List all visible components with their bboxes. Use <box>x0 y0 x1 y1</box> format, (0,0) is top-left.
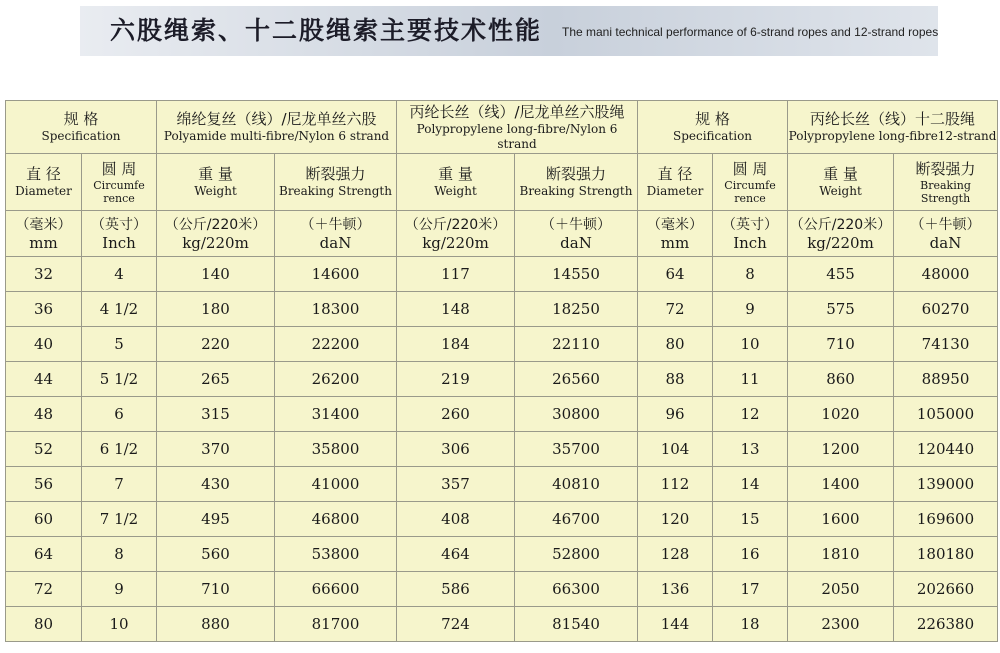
table-cell: 48000 <box>894 257 998 292</box>
col-diameter-cn: 直 径 <box>26 165 61 183</box>
unit-weight-2-cn: （公斤/220米） <box>404 216 507 233</box>
unit-inch-cn: （英寸） <box>91 216 147 233</box>
table-cell: 7 <box>82 467 157 502</box>
table-cell: 180180 <box>894 537 998 572</box>
table-cell: 44 <box>6 362 82 397</box>
table-cell: 17 <box>713 572 788 607</box>
table-cell: 11 <box>713 362 788 397</box>
table-cell: 88 <box>638 362 713 397</box>
unit-mm-2-cn: （毫米） <box>647 216 704 233</box>
table-cell: 9 <box>82 572 157 607</box>
table-cell: 64 <box>6 537 82 572</box>
table-cell: 46800 <box>275 502 397 537</box>
table-cell: 136 <box>638 572 713 607</box>
table-cell: 408 <box>397 502 515 537</box>
spec2-header <box>638 101 788 154</box>
table-cell: 226380 <box>894 607 998 642</box>
pp12-header <box>788 101 998 154</box>
table-cell: 430 <box>157 467 275 502</box>
table-cell: 60 <box>6 502 82 537</box>
col-weight-1 <box>157 154 275 211</box>
table-cell: 81700 <box>275 607 397 642</box>
table-cell: 139000 <box>894 467 998 502</box>
unit-mm-en: mm <box>29 233 58 252</box>
table-row <box>6 537 998 572</box>
unit-force-2 <box>515 211 638 257</box>
unit-weight-1-cn: （公斤/220米） <box>164 216 267 233</box>
unit-weight-3-en: kg/220m <box>807 233 874 252</box>
table-cell: 1020 <box>788 397 894 432</box>
table-cell: 1600 <box>788 502 894 537</box>
table-cell: 148 <box>397 292 515 327</box>
spec2-header-cn: 规 格 <box>695 110 730 128</box>
table-cell: 184 <box>397 327 515 362</box>
table-cell: 10 <box>82 607 157 642</box>
unit-weight-2-en: kg/220m <box>422 233 489 252</box>
unit-inch-2 <box>713 211 788 257</box>
table-cell: 14600 <box>275 257 397 292</box>
table-cell: 22200 <box>275 327 397 362</box>
col-diameter-en: Diameter <box>15 184 72 198</box>
table-cell: 46700 <box>515 502 638 537</box>
col-weight-3-en: Weight <box>819 184 862 198</box>
table-cell: 52 <box>6 432 82 467</box>
col-strength-3-en: Breaking Strength <box>920 178 971 205</box>
table-cell: 586 <box>397 572 515 607</box>
table-cell: 120 <box>638 502 713 537</box>
table-cell: 14 <box>713 467 788 502</box>
unit-mm-2-en: mm <box>660 233 690 252</box>
unit-inch-2-cn: （英寸） <box>722 216 779 233</box>
unit-mm <box>6 211 82 257</box>
col-circumference-2 <box>713 154 788 211</box>
table-cell: 53800 <box>275 537 397 572</box>
table-row <box>6 362 998 397</box>
table-cell: 5 <box>82 327 157 362</box>
col-weight-3-cn: 重 量 <box>823 165 858 183</box>
table-cell: 52800 <box>515 537 638 572</box>
col-weight-2-en: Weight <box>434 184 477 198</box>
table-cell: 260 <box>397 397 515 432</box>
unit-force-3-cn: （＋牛顿） <box>910 216 981 233</box>
table-cell: 26560 <box>515 362 638 397</box>
spec-header-cn: 规 格 <box>63 110 99 128</box>
col-weight-1-en: Weight <box>194 184 237 198</box>
table-cell: 40 <box>6 327 82 362</box>
table-row <box>6 327 998 362</box>
table-cell: 495 <box>157 502 275 537</box>
table-cell: 74130 <box>894 327 998 362</box>
table-cell: 219 <box>397 362 515 397</box>
table-cell: 128 <box>638 537 713 572</box>
table-cell: 16 <box>713 537 788 572</box>
table-cell: 1200 <box>788 432 894 467</box>
table-cell: 464 <box>397 537 515 572</box>
table-cell: 41000 <box>275 467 397 502</box>
table-cell: 265 <box>157 362 275 397</box>
table-cell: 860 <box>788 362 894 397</box>
unit-force-1 <box>275 211 397 257</box>
polyamide-header <box>157 101 397 154</box>
table-row <box>6 467 998 502</box>
col-circ-2-en: Circumfe rence <box>724 178 776 205</box>
col-weight-2-cn: 重 量 <box>438 165 473 183</box>
table-cell: 4 <box>82 257 157 292</box>
unit-weight-2 <box>397 211 515 257</box>
col-strength-2-cn: 断裂强力 <box>546 165 607 183</box>
table-cell: 14550 <box>515 257 638 292</box>
unit-weight-1 <box>157 211 275 257</box>
col-weight-3 <box>788 154 894 211</box>
header-row-groups <box>6 101 998 154</box>
table-cell: 81540 <box>515 607 638 642</box>
col-diameter-2-en: Diameter <box>646 184 704 198</box>
unit-inch <box>82 211 157 257</box>
table-cell: 10 <box>713 327 788 362</box>
table-cell: 357 <box>397 467 515 502</box>
pp6-header-en: Polypropylene long-fibre/Nylon 6 strand <box>416 121 618 151</box>
table-cell: 9 <box>713 292 788 327</box>
table-cell: 80 <box>638 327 713 362</box>
table-row <box>6 257 998 292</box>
table-row <box>6 607 998 642</box>
table-cell: 315 <box>157 397 275 432</box>
unit-weight-3-cn: （公斤/220米） <box>789 216 892 233</box>
table-cell: 60270 <box>894 292 998 327</box>
table-cell: 18300 <box>275 292 397 327</box>
table-cell: 880 <box>157 607 275 642</box>
pp12-header-en: Polypropylene long-fibre12-strand <box>788 129 997 143</box>
table-cell: 72 <box>6 572 82 607</box>
col-strength-1-cn: 断裂强力 <box>305 165 366 183</box>
table-cell: 18 <box>713 607 788 642</box>
page-title-en: The mani technical performance of 6-strand ropes and 12-strand ropes <box>562 25 939 39</box>
table-cell: 35700 <box>515 432 638 467</box>
unit-force-2-cn: （＋牛顿） <box>541 216 611 233</box>
unit-inch-2-en: Inch <box>733 233 767 252</box>
spec-header <box>6 101 157 154</box>
table-cell: 105000 <box>894 397 998 432</box>
unit-force-3-en: daN <box>929 233 962 252</box>
table-cell: 5 1/2 <box>82 362 157 397</box>
pp6-header <box>397 101 638 154</box>
table-cell: 117 <box>397 257 515 292</box>
header-row-columns <box>6 154 998 211</box>
polyamide-header-en: Polyamide multi-fibre/Nylon 6 strand <box>163 129 390 143</box>
table-cell: 12 <box>713 397 788 432</box>
table-cell: 64 <box>638 257 713 292</box>
unit-weight-3 <box>788 211 894 257</box>
table-cell: 35800 <box>275 432 397 467</box>
col-diameter-2-cn: 直 径 <box>657 165 693 183</box>
spec2-header-en: Specification <box>672 129 753 143</box>
table-cell: 710 <box>788 327 894 362</box>
table-row <box>6 502 998 537</box>
pp6-header-cn: 丙纶长丝（线）/尼龙单丝六股绳 <box>409 102 625 121</box>
table-cell: 15 <box>713 502 788 537</box>
unit-mm-2 <box>638 211 713 257</box>
table-cell: 7 1/2 <box>82 502 157 537</box>
table-cell: 202660 <box>894 572 998 607</box>
table-cell: 1810 <box>788 537 894 572</box>
table-cell: 22110 <box>515 327 638 362</box>
table-cell: 306 <box>397 432 515 467</box>
table-cell: 36 <box>6 292 82 327</box>
table-cell: 104 <box>638 432 713 467</box>
table-cell: 710 <box>157 572 275 607</box>
pp12-header-cn: 丙纶长丝（线）十二股绳 <box>810 110 976 128</box>
table-cell: 32 <box>6 257 82 292</box>
table-cell: 2050 <box>788 572 894 607</box>
col-circ-2-cn: 圆 周 <box>732 159 768 178</box>
col-diameter <box>6 154 82 211</box>
table-cell: 48 <box>6 397 82 432</box>
unit-weight-1-en: kg/220m <box>182 233 249 252</box>
table-cell: 66300 <box>515 572 638 607</box>
table-cell: 220 <box>157 327 275 362</box>
table-cell: 4 1/2 <box>82 292 157 327</box>
col-circ-cn: 圆 周 <box>101 159 137 178</box>
table-cell: 31400 <box>275 397 397 432</box>
header-row-units <box>6 211 998 257</box>
col-circumference <box>82 154 157 211</box>
table-cell: 6 1/2 <box>82 432 157 467</box>
table-cell: 80 <box>6 607 82 642</box>
col-strength-2 <box>515 154 638 211</box>
table-cell: 112 <box>638 467 713 502</box>
table-row <box>6 292 998 327</box>
table-cell: 575 <box>788 292 894 327</box>
col-strength-3-cn: 断裂强力 <box>915 159 976 178</box>
unit-force-1-en: daN <box>319 233 352 252</box>
col-diameter-2 <box>638 154 713 211</box>
table-cell: 169600 <box>894 502 998 537</box>
col-weight-2 <box>397 154 515 211</box>
unit-force-1-cn: （＋牛顿） <box>300 216 371 233</box>
table-cell: 455 <box>788 257 894 292</box>
col-weight-1-cn: 重 量 <box>198 165 233 183</box>
table-cell: 144 <box>638 607 713 642</box>
table-cell: 180 <box>157 292 275 327</box>
table-cell: 18250 <box>515 292 638 327</box>
page-title-cn: 六股绳索、十二股绳索主要技术性能 <box>110 16 543 45</box>
table-cell: 6 <box>82 397 157 432</box>
table-cell: 26200 <box>275 362 397 397</box>
rope-spec-table <box>5 100 998 642</box>
table-row <box>6 572 998 607</box>
spec-header-en: Specification <box>41 129 121 143</box>
col-strength-3 <box>894 154 998 211</box>
table-cell: 88950 <box>894 362 998 397</box>
col-strength-2-en: Breaking Strength <box>519 184 633 198</box>
unit-inch-en: Inch <box>102 233 136 252</box>
table-cell: 724 <box>397 607 515 642</box>
unit-mm-cn: （毫米） <box>15 216 72 233</box>
unit-force-3 <box>894 211 998 257</box>
table-cell: 96 <box>638 397 713 432</box>
polyamide-header-cn: 绵纶复丝（线）/尼龙单丝六股 <box>176 110 377 128</box>
table-cell: 120440 <box>894 432 998 467</box>
table-cell: 13 <box>713 432 788 467</box>
table-row <box>6 397 998 432</box>
col-strength-1-en: Breaking Strength <box>279 184 392 198</box>
data-rows <box>6 257 998 642</box>
col-strength-1 <box>275 154 397 211</box>
table-row <box>6 432 998 467</box>
table-cell: 370 <box>157 432 275 467</box>
table-cell: 56 <box>6 467 82 502</box>
table-cell: 8 <box>713 257 788 292</box>
unit-force-2-en: daN <box>560 233 592 252</box>
table-cell: 8 <box>82 537 157 572</box>
table-cell: 66600 <box>275 572 397 607</box>
table-cell: 40810 <box>515 467 638 502</box>
table-cell: 560 <box>157 537 275 572</box>
table-cell: 1400 <box>788 467 894 502</box>
table-cell: 2300 <box>788 607 894 642</box>
table-cell: 140 <box>157 257 275 292</box>
table-cell: 30800 <box>515 397 638 432</box>
table-cell: 72 <box>638 292 713 327</box>
col-circ-en: Circumfe rence <box>93 178 145 205</box>
